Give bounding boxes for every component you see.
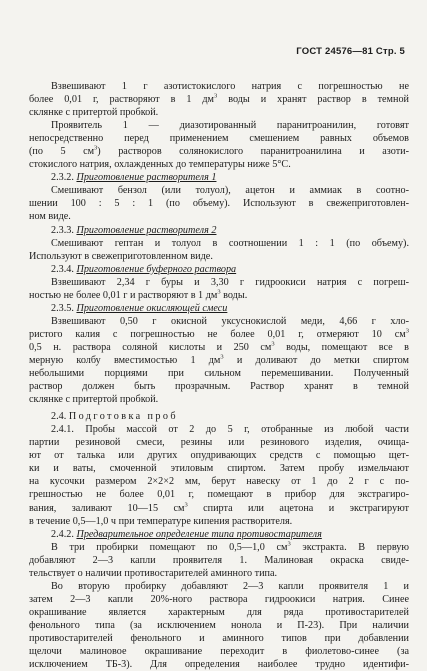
text-line: 0,5 н. раствора соляной кислоты и 250 $см^3$ воды, помещают все в: [29, 340, 409, 353]
running-header: ГОСТ 24576—81 Стр. 5: [296, 46, 405, 57]
text-line: исключением ТБ-3). Для определения наиболее трудно идентифи-: [29, 659, 409, 671]
text-line: Используют в свежеприготовленном виде.: [29, 250, 213, 262]
text-line: вания, заливают 10—15 $см^3$ спирта или ацетона и экстрагируют: [29, 501, 409, 514]
text-line: ют от талька или других опудривающих средств с помощью щет-: [29, 450, 409, 462]
text-line: ном виде.: [29, 211, 71, 223]
text-line: мерную колбу вместимостью 1 $дм^3$ и доливают до метки спиртом: [29, 353, 409, 366]
text-line: окрашивание является характерным для ряда противостарителей: [29, 606, 409, 618]
text-line: склянке с притертой пробкой.: [29, 394, 159, 406]
text-line: более 0,01 г, растворяют в 1 $дм^3$ воды и хранят раствор в темной: [29, 92, 409, 106]
text-line: грешностью не более 0,01 г, помещают в прибор для экстрагиро-: [29, 489, 409, 501]
text-line: Смешивают бензол (или толуол), ацетон и аммиак в соотно-: [51, 185, 409, 197]
text-line: Взвешивают 1 г азотистокислого натрия с погрешностью не: [51, 81, 409, 92]
text-line: непосредственно перед применением смешением равных объемов: [29, 133, 409, 145]
subsection-heading: 2.3.3. Приготовление растворителя 2: [51, 224, 217, 236]
subsection-heading: 2.3.4. Приготовление буферного раствора: [51, 263, 237, 275]
subsection-title: Приготовление растворителя 1: [76, 172, 217, 184]
text-line: стокислого натрия, охлажденных до температуры ниже 5°С.: [29, 159, 291, 171]
subsection-heading: 2.3.2. Приготовление растворителя 1: [51, 172, 217, 184]
text-line: Взвешивают 0,50 г окисной уксуснокислой меди, 4,66 г хло-: [51, 315, 409, 327]
subsection-title: Приготовление буферного раствора: [76, 263, 237, 275]
subsection-title: Приготовление растворителя 2: [76, 224, 217, 236]
text-line: добавляют 2—3 капли проявителя 1. Малиновая окраска свиде-: [29, 554, 409, 566]
text-line: на кусочки размером 2×2×2 мм, берут навеску от 1 до 2 г с по-: [29, 476, 409, 488]
text-line: противостарителей фенольного и аминного типов при добавлении: [29, 632, 409, 644]
text-line: ностью не более 0,01 г и растворяют в 1 $дм^3$ воды.: [29, 288, 248, 301]
section-title: Подготовка проб: [68, 411, 178, 423]
subsection-title: Приготовление окисляющей смеси: [76, 302, 228, 314]
text-line: партии резиновой смеси, резины или резинового изделия, очища-: [29, 437, 409, 449]
text-line: небольшими порциями при сильном перемешивании. Полученный: [29, 368, 409, 380]
text-line: в течение 0,5—1,0 ч при температуре кипения растворителя.: [29, 515, 293, 527]
text-line: склянке с притертой пробкой.: [29, 107, 159, 119]
text-line: 2.4.1. Пробы массой от 2 до 5 г, отобранные из любой части: [51, 424, 409, 436]
text-line: ки и ваты, смоченной этиловым спиртом. Затем пробу измельчают: [29, 463, 409, 475]
text-line: раствор должен быть прозрачным. Раствор хранят в темной: [29, 381, 409, 393]
subsection-title: Предварительное определение типа противостарителя: [76, 528, 322, 540]
subsection-heading: 2.3.5. Приготовление окисляющей смеси: [51, 302, 228, 314]
text-line: Взвешивают 2,34 г буры и 3,30 г гидроокиси натрия с погреш-: [51, 276, 409, 288]
document-body: [29, 80, 409, 671]
text-line: В три пробирки помещают по 0,5—1,0 $см^3$ экстракта. В первую: [51, 540, 409, 553]
text-line: тельствует о наличии противостарителей аминного типа.: [29, 567, 278, 579]
text-line: ристого калия с погрешностью не более 0,01 г, отмеряют 10 $см^3$: [29, 327, 409, 340]
text-line: шении 100 : 5 : 1 (по объему). Используют в свежеприготовлен-: [29, 198, 409, 210]
text-line: Проявитель 1 — диазотированный паранитроанилин, готовят: [51, 120, 409, 132]
section-heading: 2.4. Подготовка проб: [51, 411, 178, 423]
text-line: Во вторую пробирку добавляют 2—3 капли проявителя 1 и: [51, 580, 409, 592]
text-line: щелочи малиновое окрашивание переходит в фиолетово-синее (за: [29, 646, 409, 658]
text-line: Смешивают гептан и толуол в соотношении 1 : 1 (по объему).: [51, 237, 409, 249]
text-line: (по 5 $см^3$) растворов солянокислого паранитроанилина и азоти-: [29, 144, 409, 158]
subsection-heading: 2.4.2. Предварительное определение типа противостарителя: [51, 528, 322, 540]
text-line: затем 2—3 капли 20%-ного раствора гидроокиси натрия. Синее: [29, 593, 409, 605]
text-line: фенольного типа (за исключением нонола и П-23). При наличии: [29, 619, 409, 631]
